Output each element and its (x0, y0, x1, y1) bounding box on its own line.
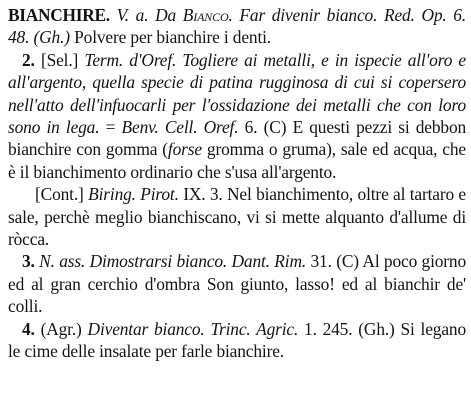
citation-source: Dant. Rim. (231, 251, 307, 272)
citation-tag: (C) (263, 117, 287, 138)
sense-number: 3. (22, 251, 35, 272)
etymology-word: Bianco. (182, 5, 233, 25)
citation-text: Polvere per bianchire i denti. (74, 27, 272, 48)
sense-definition: N. ass. Dimostrarsi bianco. (39, 251, 228, 272)
citation-source: Biring. Pirot. (88, 184, 179, 205)
citation-number: 31. (310, 251, 332, 272)
sense-definition: Term. d'Oref. Togliere ai metalli, e in ispecie all'oro e all'argento, quella specie di patina rugginosa di cui si copersero nell'atto dell'infuocarli per l'ossidazione dei metalli che con loro sono in lega. (8, 49, 466, 138)
continuation-tag: [Cont.] (35, 184, 84, 205)
sense-tag: (Agr.) (40, 318, 82, 339)
citation-source: Benv. Cell. Oref. (121, 117, 239, 138)
sense-number: 4. (22, 318, 35, 339)
sense-2 (8, 49, 466, 183)
sense-definition: Diventar bianco. (87, 318, 205, 339)
citation-tag: (C) (336, 251, 359, 272)
citation-text: Al poco giorno ed al gran cerchio d'ombra Son giunto, lasso! ed al bianchir de' colli. (8, 251, 467, 317)
etymology-from: Da (155, 5, 177, 25)
citation-source: Red. Op. 6. 48. (8, 5, 467, 48)
citation-text-a: E questi pezzi si debbon bianchire con gomma ( (8, 117, 467, 160)
citation-forse: forse (167, 139, 202, 160)
citation-source: Trinc. Agric. (210, 318, 299, 339)
sense-3 (8, 250, 466, 317)
definition: Far divenir bianco. (239, 5, 378, 25)
equals-sign: = (105, 117, 116, 138)
grammar-label: V. a. (116, 5, 149, 25)
entry-paragraph-1 (8, 4, 466, 49)
citation-number: 6. (244, 117, 258, 138)
citation-tag: (Gh.) (358, 318, 395, 339)
sense-tag: [Sel.] (40, 49, 79, 70)
sense-number: 2. (22, 49, 35, 70)
citation-tag: (Gh.) (33, 27, 70, 48)
headword: BIANCHIRE. (8, 5, 110, 25)
sense-4 (8, 318, 466, 363)
citation-text: Si legano le cime delle insalate per farle bianchire. (8, 318, 467, 362)
citation-text-b: gromma o gruma), sale ed acqua, che è il bianchimento ordinario che s'usa all'argento. (8, 139, 466, 182)
dictionary-entry (8, 4, 466, 363)
citation-text: Nel bianchimento, oltre al tartaro e sale, perchè meglio bianchiscano, vi si mette alquanto d'allume di ròcca. (8, 184, 466, 250)
citation-number: 1. 245. (304, 318, 353, 339)
citation-number: IX. 3. (183, 184, 223, 205)
sense-2-continuation (8, 183, 466, 250)
